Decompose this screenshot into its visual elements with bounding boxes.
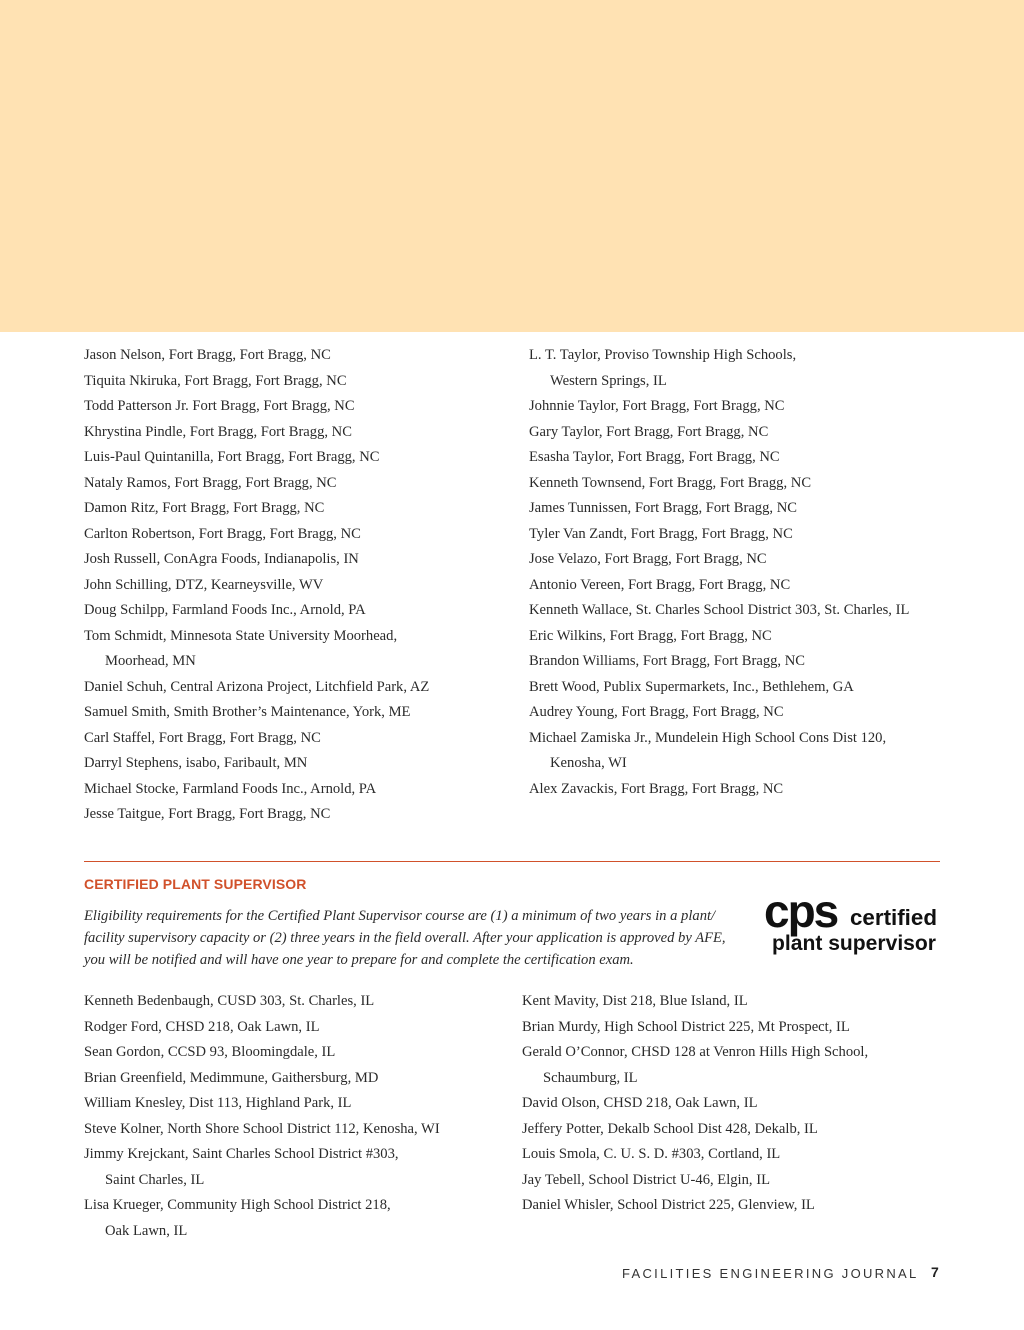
list-entry: Doug Schilpp, Farmland Foods Inc., Arnold, PA: [84, 602, 366, 618]
list-entry: Eric Wilkins, Fort Bragg, Fort Bragg, NC: [529, 627, 772, 644]
list-entry: Kenneth Wallace, St. Charles School District 303, St. Charles, IL: [529, 602, 910, 618]
section-divider: [84, 861, 940, 862]
list-entry: Daniel Whisler, School District 225, Glenview, IL: [522, 1197, 815, 1213]
list-entry: Michael Zamiska Jr., Mundelein High School Cons Dist 120,: [529, 729, 887, 746]
list-entry-continuation: Moorhead, MN: [105, 653, 196, 669]
list-entry-continuation: Schaumburg, IL: [543, 1069, 638, 1086]
list-entry: Jason Nelson, Fort Bragg, Fort Bragg, NC: [84, 347, 331, 363]
list-entry: Tyler Van Zandt, Fort Bragg, Fort Bragg, NC: [529, 525, 793, 542]
list-entry: Tom Schmidt, Minnesota State University Moorhead,: [84, 627, 398, 644]
list-entry: Carl Staffel, Fort Bragg, Fort Bragg, NC: [84, 729, 321, 746]
list-entry: Jesse Taitgue, Fort Bragg, Fort Bragg, NC: [84, 806, 331, 822]
list-entry: Todd Patterson Jr. Fort Bragg, Fort Bragg, NC: [84, 398, 355, 414]
page-number: 7: [931, 1264, 939, 1280]
journal-name: FACILITIES ENGINEERING JOURNAL: [622, 1266, 919, 1281]
eligibility-line: you will be notified and will have one year to prepare for and complete the certification exam.: [84, 952, 634, 968]
list-entry: Kenneth Bedenbaugh, CUSD 303, St. Charles, IL: [84, 993, 375, 1009]
list-entry: Luis-Paul Quintanilla, Fort Bragg, Fort Bragg, NC: [84, 449, 380, 465]
cps-list-right: [522, 989, 942, 1219]
list-entry: David Olson, CHSD 218, Oak Lawn, IL: [522, 1095, 758, 1111]
list-entry: Jeffery Potter, Dekalb School Dist 428, Dekalb, IL: [522, 1120, 818, 1137]
eligibility-line: Eligibility requirements for the Certified Plant Supervisor course are (1) a minimum of two years in a plant/: [84, 908, 716, 924]
list-entry: Esasha Taylor, Fort Bragg, Fort Bragg, NC: [529, 449, 780, 465]
logo-cps-text: cps: [764, 890, 838, 937]
list-entry-continuation: Western Springs, IL: [550, 372, 667, 389]
list-entry: Jose Velazo, Fort Bragg, Fort Bragg, NC: [529, 551, 767, 567]
list-entry: Brian Greenfield, Medimmune, Gaithersburg, MD: [84, 1069, 379, 1086]
list-entry: Johnnie Taylor, Fort Bragg, Fort Bragg, NC: [529, 398, 785, 414]
list-entry: Jimmy Krejckant, Saint Charles School District #303,: [84, 1146, 399, 1162]
list-entry: Samuel Smith, Smith Brother’s Maintenance, York, ME: [84, 704, 411, 720]
list-entry: Kent Mavity, Dist 218, Blue Island, IL: [522, 993, 748, 1009]
list-entry: William Knesley, Dist 113, Highland Park, IL: [84, 1095, 352, 1111]
list-entry: John Schilling, DTZ, Kearneysville, WV: [84, 576, 324, 593]
list-entry: Michael Stocke, Farmland Foods Inc., Arnold, PA: [84, 780, 377, 797]
list-entry: Lisa Krueger, Community High School District 218,: [84, 1197, 391, 1213]
eligibility-paragraph: [84, 905, 754, 971]
list-entry: Kenneth Townsend, Fort Bragg, Fort Bragg, NC: [529, 474, 812, 491]
list-entry-continuation: Kenosha, WI: [550, 755, 627, 771]
list-entry: Brandon Williams, Fort Bragg, Fort Bragg, NC: [529, 653, 806, 669]
section-heading: CERTIFIED PLANT SUPERVISOR: [84, 876, 307, 892]
list-entry: James Tunnissen, Fort Bragg, Fort Bragg, NC: [529, 500, 797, 516]
list-entry: Brett Wood, Publix Supermarkets, Inc., Bethlehem, GA: [529, 678, 854, 695]
list-entry: Daniel Schuh, Central Arizona Project, Litchfield Park, AZ: [84, 678, 430, 695]
list-entry: Nataly Ramos, Fort Bragg, Fort Bragg, NC: [84, 474, 337, 491]
list-entry-continuation: Saint Charles, IL: [105, 1171, 205, 1188]
list-entry: Khrystina Pindle, Fort Bragg, Fort Bragg, NC: [84, 423, 352, 440]
list-entry: Steve Kolner, North Shore School District 112, Kenosha, WI: [84, 1120, 440, 1137]
list-entry: Rodger Ford, CHSD 218, Oak Lawn, IL: [84, 1018, 320, 1035]
list-entry-continuation: Oak Lawn, IL: [105, 1222, 188, 1239]
cps-list-left: [84, 989, 504, 1244]
eligibility-line: facility supervisory capacity or (2) three years in the field overall. After your application is approved by AFE,: [84, 930, 726, 946]
list-entry: Antonio Vereen, Fort Bragg, Fort Bragg, NC: [529, 576, 791, 593]
list-entry: Jay Tebell, School District U-46, Elgin, IL: [522, 1171, 770, 1188]
list-entry: Josh Russell, ConAgra Foods, Indianapolis, IN: [84, 551, 359, 567]
list-entry: L. T. Taylor, Proviso Township High Schools,: [529, 347, 797, 363]
list-entry: Darryl Stephens, isabo, Faribault, MN: [84, 755, 308, 771]
list-entry: Audrey Young, Fort Bragg, Fort Bragg, NC: [529, 704, 784, 720]
top-color-band: [0, 0, 1024, 332]
list-entry: Sean Gordon, CCSD 93, Bloomingdale, IL: [84, 1044, 336, 1060]
cps-logo: [764, 890, 940, 956]
list-entry: Gary Taylor, Fort Bragg, Fort Bragg, NC: [529, 423, 769, 440]
list-entry: Damon Ritz, Fort Bragg, Fort Bragg, NC: [84, 500, 325, 516]
upper-list-left: [84, 343, 504, 828]
list-entry: Alex Zavackis, Fort Bragg, Fort Bragg, NC: [529, 780, 784, 797]
list-entry: Louis Smola, C. U. S. D. #303, Cortland, IL: [522, 1146, 781, 1162]
list-entry: Tiquita Nkiruka, Fort Bragg, Fort Bragg, NC: [84, 372, 347, 389]
list-entry: Gerald O’Connor, CHSD 128 at Venron Hills High School,: [522, 1044, 869, 1060]
list-entry: Brian Murdy, High School District 225, Mt Prospect, IL: [522, 1018, 850, 1035]
upper-list-right: [529, 343, 949, 802]
logo-certified-text: certified: [850, 905, 937, 930]
logo-plant-supervisor-text: plant supervisor: [772, 932, 936, 955]
list-entry: Carlton Robertson, Fort Bragg, Fort Bragg, NC: [84, 525, 361, 542]
